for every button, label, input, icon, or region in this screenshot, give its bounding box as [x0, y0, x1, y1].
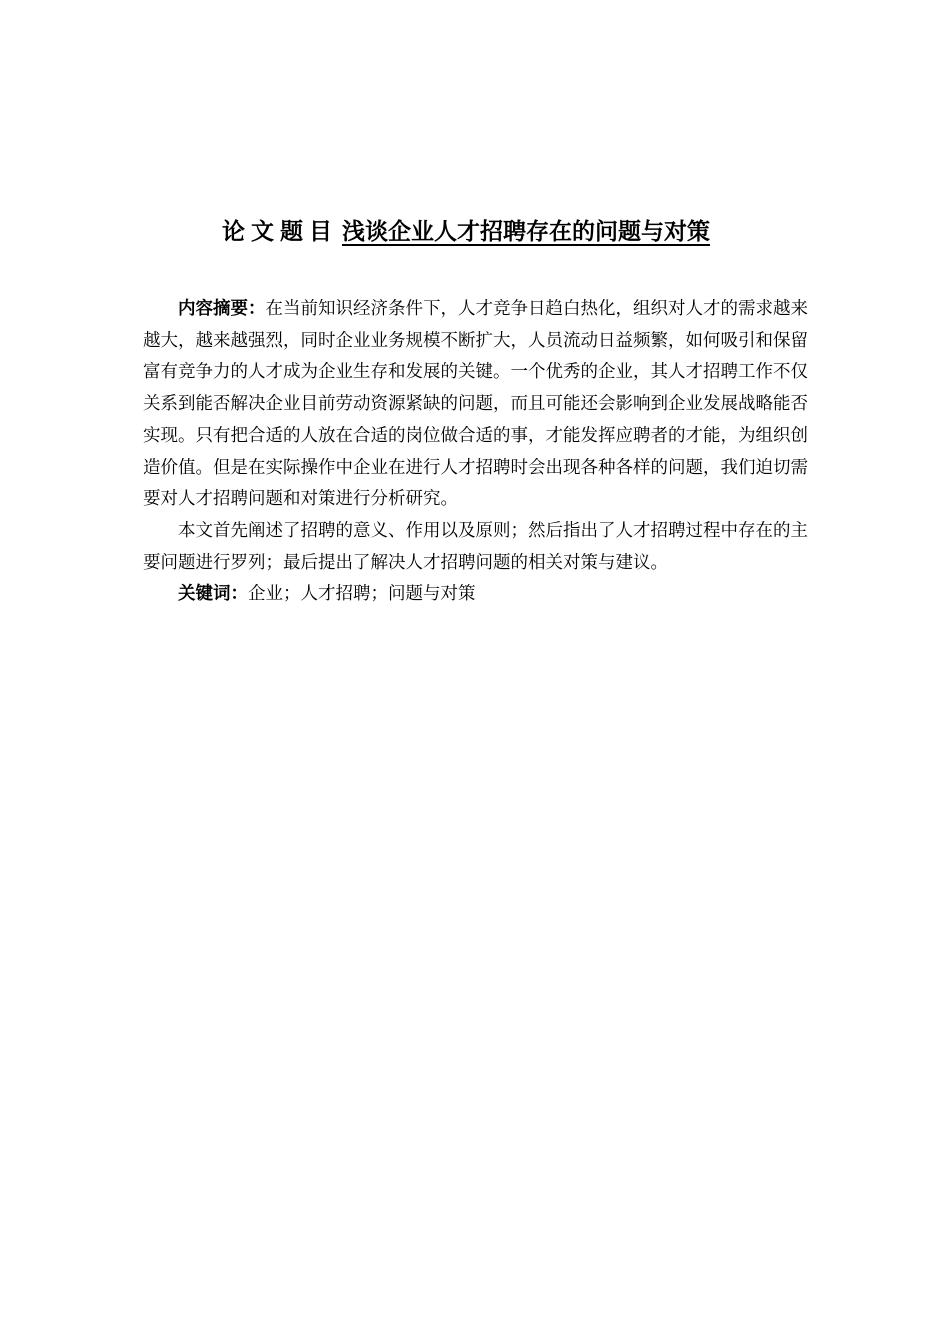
keywords-text: 企业；人才招聘；问题与对策 [248, 584, 476, 605]
abstract-paragraph-2: 本文首先阐述了招聘的意义、作用以及原则；然后指出了人才招聘过程中存在的主要问题进行罗列；最后提出了解决人才招聘问题的相关对策与建议。 [143, 520, 808, 573]
abstract-text-1: 在当前知识经济条件下，人才竞争日趋白热化，组织对人才的需求越来越大，越来越强烈，同时企业业务规模不断扩大，人员流动日益频繁，如何吸引和保留富有竞争力的人才成为企业生存和发展的关键。一个优秀的企业，其人才招聘工作不仅关系到能否解决企业目前劳动资源紧缺的问题，而且可能还会影响到企业发展战略能否实现。只有把合适的人放在合适的岗位做合适的事，才能发挥应聘者的才能，为组织创造价值。但是在实际操作中企业在进行人才招聘时会出现各种各样的问题，我们迫切需要对人才招聘问题和对策进行分析研究。 [143, 299, 808, 510]
thesis-title-label: 论文题目 [222, 218, 338, 245]
abstract-paragraph-1 [143, 294, 808, 516]
abstract-label: 内容摘要： [178, 299, 266, 319]
thesis-title-text: 浅谈企业人才招聘存在的问题与对策 [342, 218, 710, 245]
thesis-title-line [0, 214, 950, 250]
keywords-line [143, 579, 808, 611]
keywords-label: 关键词： [178, 584, 248, 605]
abstract-section [143, 294, 808, 611]
